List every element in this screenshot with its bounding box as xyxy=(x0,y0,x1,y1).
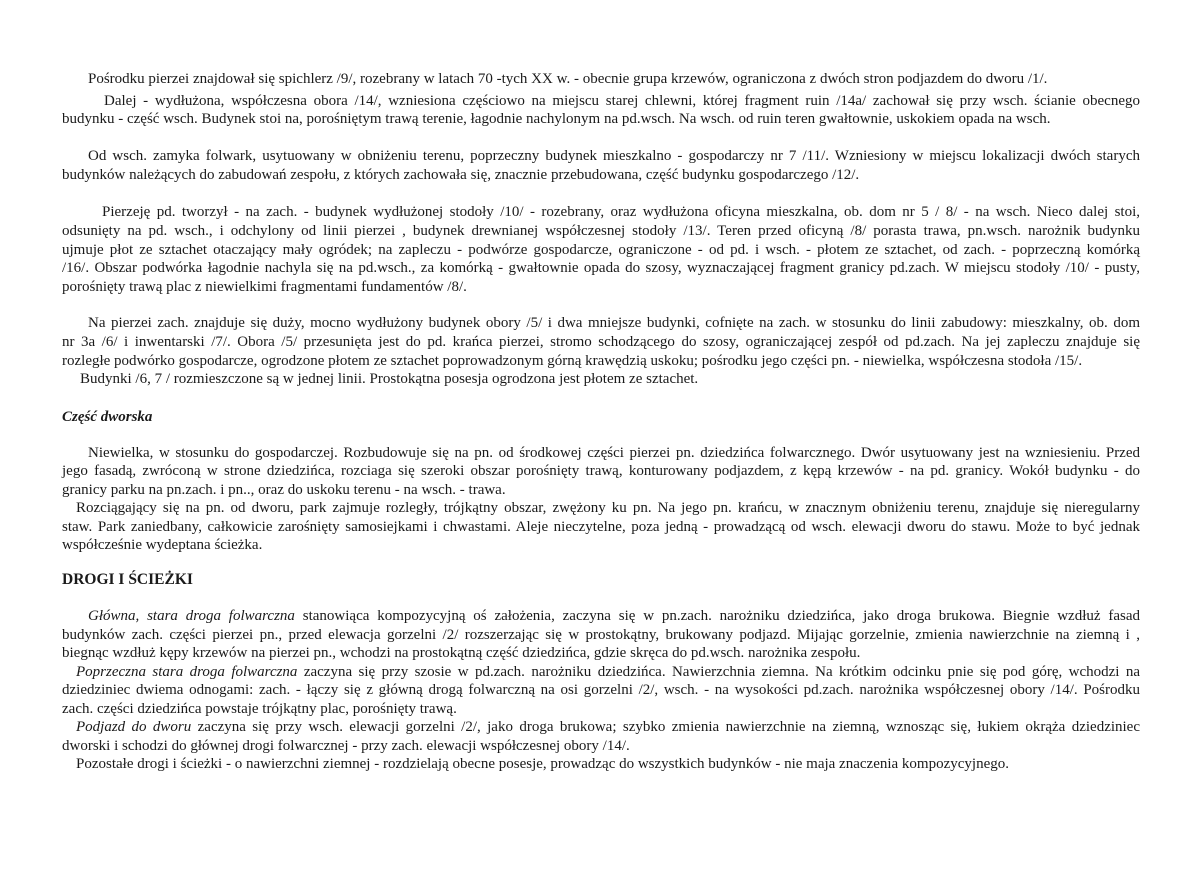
paragraph-line: jego fasadą, zwróconą w strone dziedzińca, rozciaga się szeroki obszar porośnięty trawą, konturowany podjazdem, z kępą krzewów - na pd. granicy. Wokół budynku - do xyxy=(62,463,1140,479)
line-text: zaczyna się przy szosie w pd.zach. narożniku dziedzińca. Nawierzchnia ziemna. Na krótkim odcinku pnie się pod górę, wchodzi na xyxy=(297,664,1140,680)
paragraph-line: ujmuje płot ze sztachet otaczający mały ogródek; na zapleczu - podwórze gospodarcze, ograniczone - od pd. i wsch. - płotem ze sztachet, od zach. - poprzeczną komórką xyxy=(62,242,1140,258)
paragraph-line: odsunięty na pd. wsch., i odchylony od linii pierzei , budynek drewnianej współczesnej stodoły /13/. Teren przed oficyną /8/ porasta trawa, pn.wsch. narożnik budynku xyxy=(62,223,1140,239)
paragraph-line: Dalej - wydłużona, współczesna obora /14/, wzniesiona częściowo na miejscu starej chlewni, której fragment ruin /14a/ zachował się przy wsch. ścianie obecnego xyxy=(104,93,1140,109)
paragraph-line: rozległe podwórko gospodarcze, ogrodzone płotem ze sztachet poprowadzonym górną krawędzią uskoku; pośrodku jego części pn. - niewielka, współczesna stodoła /15/. xyxy=(62,353,1083,369)
paragraph-line: nr 3a /6/ i inwentarski /7/. Obora /5/ przesunięta jest do pd. krańca pierzei, stromo schodzącego do szosy, ograniczającej zespół od pd.zach. Na jej zapleczu znajduje się xyxy=(62,334,1140,350)
paragraph-line: Od wsch. zamyka folwark, usytuowany w obniżeniu terenu, poprzeczny budynek mieszkalno - gospodarczy nr 7 /11/. Wzniesiony w miejscu lokalizacji dwóch starych xyxy=(88,148,1140,164)
paragraph-line: współcześnie wydeptana ścieżka. xyxy=(62,537,263,553)
paragraph-line: /16/. Obszar podwórka łagodnie nachyla się na pd.wsch., za komórką - gwałtownie opada do szosy, wyznaczającej fragment granicy pd.zach. W miejscu stodoły /10/ - pusty, xyxy=(62,260,1140,276)
paragraph-line: Pierzeję pd. tworzył - na zach. - budynek wydłużonej stodoły /10/ - rozebrany, oraz wydłużona oficyna mieszkalna, ob. dom nr 5 / 8/ - na wsch. Nieco dalej stoi, xyxy=(102,204,1140,220)
section-heading-drogi: DROGI I ŚCIEŻKI xyxy=(62,571,193,588)
paragraph-line: budynku - część wsch. Budynek stoi na, porośniętym trawą terenie, łagodnie nachylonym na pd.wsch. Na wsch. od ruin teren gwałtownie, uskokiem opada na wsch. xyxy=(62,111,1051,127)
paragraph-line: staw. Park zaniedbany, całkowicie zarośnięty samosiejkami i chwastami. Aleje nieczytelne, poza jedną - prowadzącą od wsch. elewacji dworu do stawu. Może to być jednak xyxy=(62,519,1140,535)
paragraph-line: zach. części dziedzińca powstaje trójkątny plac, porośnięty trawą. xyxy=(62,701,457,717)
road-name: Główna, stara droga folwarczna xyxy=(88,608,295,624)
section-heading-czesc-dworska: Część dworska xyxy=(62,409,153,425)
paragraph-line: budynków zach. części pierzei pn., przed elewacja gorzelni /2/ rozszerzając się w prostokątny, brukowany podjazd. Mijając gorzelnie, zmienia nawierzchnie na ziemną i , xyxy=(62,627,1140,643)
road-name: Podjazd do dworu xyxy=(76,719,192,735)
paragraph-line xyxy=(76,663,1140,682)
paragraph-line: Pośrodku pierzei znajdował się spichlerz /9/, rozebrany w latach 70 -tych XX w. - obecnie grupa krzewów, ograniczona z dwóch stron podjazdem do dworu /1/. xyxy=(88,71,1048,87)
paragraph-line: Budynki /6, 7 / rozmieszczone są w jednej linii. Prostokątna posesja ogrodzona jest płotem ze sztachet. xyxy=(80,371,699,387)
paragraph-line: budynków należących do zabudowań zespołu, z których zachowała się, znacznie przebudowana, część budynku gospodarczego /12/. xyxy=(62,167,860,183)
paragraph-line: granicy parku na pn.zach. i pn.., oraz do uskoku terenu - na wsch. - trawa. xyxy=(62,482,506,498)
paragraph-line: porośnięty trawą plac z niewielkimi fragmentami fundamentów /8/. xyxy=(62,279,467,295)
paragraph-line: Pozostałe drogi i ścieżki - o nawierzchni ziemnej - rozdzielają obecne posesje, prowadząc do wszystkich budynków - nie maja znaczenia kompozycyjnego. xyxy=(76,756,1009,772)
paragraph-line: dworski i schodzi do głównej drogi folwarcznej - przy zach. elewacji współczesnej obory /14/. xyxy=(62,738,630,754)
paragraph-line: Rozciągający się na pn. od dworu, park zajmuje rozległy, trójkątny obszar, zwężony ku pn. Na jego pn. krańcu, w znacznym obniżeniu terenu, znajduje się nieregularny xyxy=(76,500,1140,516)
line-text: zaczyna się przy wsch. elewacji gorzelni /2/, jako droga brukowa; szybko zmienia nawierzchnie na ziemną, wznosząc się, łukiem okrąża dziedziniec xyxy=(191,719,1141,735)
paragraph-line: biegnąc wzdłuż kępy krzewów na pierzei pn., wchodzi na prostokątną część dziedzińca, gdzie skręca do pd.wsch. narożnika zespołu. xyxy=(62,645,861,661)
paragraph-line: Niewielka, w stosunku do gospodarczej. Rozbudowuje się na pn. od środkowej części pierzei pn. dziedzińca folwarcznego. Dwór usytuowany jest na wzniesieniu. Przed xyxy=(88,445,1140,461)
line-text: stanowiąca kompozycyjną oś założenia, zaczyna się w pn.zach. narożniku dziedzińca, jako droga brukowa. Biegnie wzdłuż fasad xyxy=(294,608,1140,624)
paragraph-line: dziedziniec dwiema odnogami: zach. - łączy się z główną drogą folwarczną na osi gorzelni /2/, wsch. - na wysokości pd.zach. narożnika współczesnej obory /14/. Pośrodku xyxy=(62,682,1140,698)
road-name: Poprzeczna stara droga folwarczna xyxy=(76,664,298,680)
paragraph-line xyxy=(88,607,1140,626)
paragraph-line: Na pierzei zach. znajduje się duży, mocno wydłużony budynek obory /5/ i dwa mniejsze budynki, cofnięte na zach. w stosunku do linii zabudowy: mieszkalny, ob. dom xyxy=(88,315,1140,331)
paragraph-line xyxy=(76,718,1140,737)
